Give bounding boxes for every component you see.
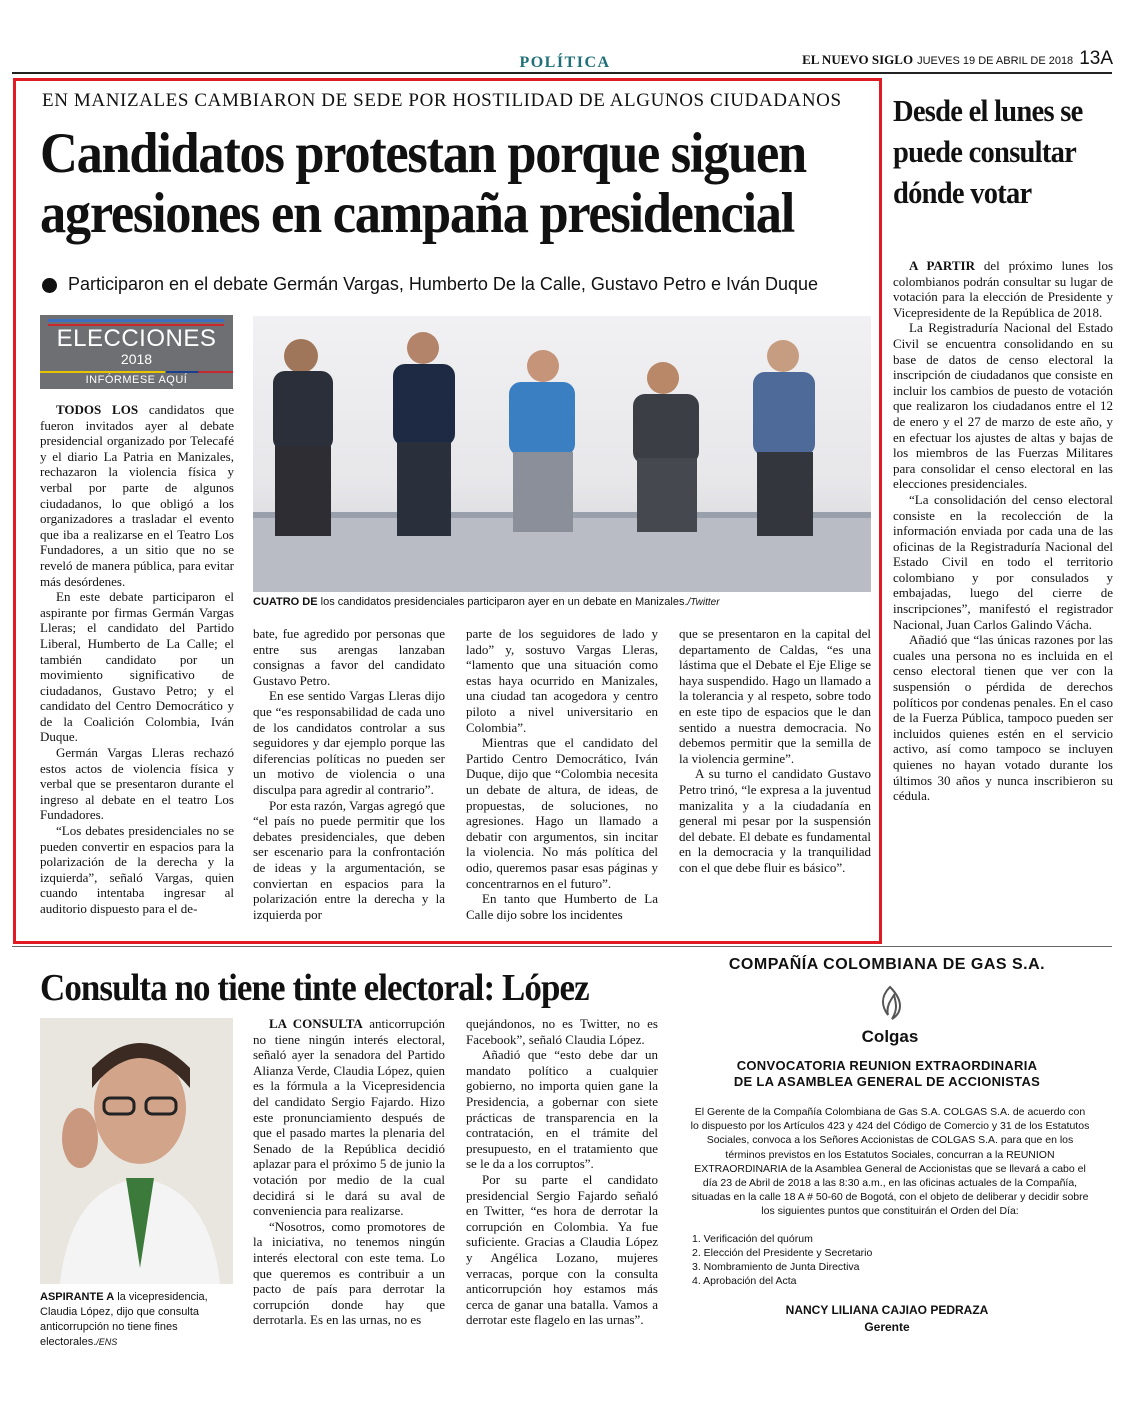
paragraph: “La consolidación del censo electoral consiste en la recolección de la información enviada por cada una de las oficinas de la Registraduría Nacional del Estado Civil en todo el territorio colombiano y por consulados y embajadas, luego del cierre de inscripciones”, manifestó el registrador Nacional, Juan Carlos Galindo Vácha. bbox=[893, 491, 1113, 632]
agenda-item: 1. Verificación del quórum bbox=[692, 1233, 813, 1245]
issue-date: JUEVES 19 DE ABRIL DE 2018 bbox=[917, 55, 1074, 67]
paragraph: Por su parte el candidato presidencial Sergio Fajardo señaló en Twitter, “es hora de derrotar la corrupción en Colombia. Ya fue suficiente. Gracias a Claudia López y Angélica Lozano, mujeres verracas, porque con la consulta anticorrupción hoy estamos más cerca de ganar una batalla. Vamos a derrotar este flagelo en las urnas”. bbox=[466, 1171, 658, 1328]
paragraph bbox=[253, 1016, 445, 1219]
ad-brand: Colgas bbox=[861, 1027, 919, 1046]
paragraph: Por esta razón, Vargas agregó que “el país no puede permitir que los debates presidenciales, que deben ser escenario para la confrontación de ideas y la argumentación, se conviertan en espacios para la polarización entre la derecha y la izquierda por bbox=[253, 797, 445, 922]
paragraph: Germán Vargas Lleras rechazó estos actos de violencia física y verbal que se presentaron durante el ingreso al debate en el teatro Los Fundadores. bbox=[40, 745, 234, 823]
caption-lead: ASPIRANTE A bbox=[40, 1291, 115, 1303]
lopez-column-1 bbox=[253, 1016, 445, 1328]
lopez-column-2 bbox=[466, 1016, 658, 1328]
lead-words: A PARTIR bbox=[909, 258, 975, 273]
paragraph: que se presentaron en la capital del departamento de Caldas, “es una lástima que el Debate el Eje Elige se haya suspendido. Hago un llamado a la tolerancia y al respeto, sobre todo en este tipo de espacios que le dan sentido a nuestra democracia. No debemos permitir que la semilla de la violencia germine”. bbox=[679, 626, 871, 766]
paragraph: “Los debates presidenciales no se pueden convertir en espacios para la polarización de la derecha y la izquierda”, señaló Vargas, quien cuando intentaba ingresar al auditorio dispuesto para el de- bbox=[40, 823, 234, 916]
paragraph: bate, fue agredido por personas que entre sus arengas lanzaban consignas a favor del candidato Gustavo Petro. bbox=[253, 626, 445, 688]
lead-words: LA CONSULTA bbox=[269, 1016, 363, 1031]
lopez-photo-illustration bbox=[40, 1018, 233, 1284]
caption-lead: CUATRO DE bbox=[253, 596, 318, 608]
photo-caption bbox=[253, 596, 720, 608]
paragraph bbox=[893, 258, 1113, 320]
paragraph: A su turno el candidato Gustavo Petro trinó, “le expresa a la juventud manizalita y a la ciudadanía en general mi pesar por la suspensión del debate. El debate es fundamental en la democracia y la tranquilidad con el que debe fluir es básico”. bbox=[679, 766, 871, 875]
lopez-headline: Consulta no tiene tinte electoral: López bbox=[40, 967, 589, 1009]
paragraph: En ese sentido Vargas Lleras dijo que “es responsabilidad de cada uno de los candidatos controlar a sus seguidores y dar ejemplo porque las diferencias políticas no pueden ser un motivo de violencia o una disculpa para agredir al contrario”. bbox=[253, 688, 445, 797]
lopez-photo-caption bbox=[40, 1290, 235, 1350]
agenda-item: 4. Aprobación del Acta bbox=[692, 1275, 797, 1287]
elections-logo[interactable] bbox=[40, 315, 233, 389]
article-kicker: EN MANIZALES CAMBIARON DE SEDE POR HOSTILIDAD DE ALGUNOS CIUDADANOS bbox=[42, 90, 842, 111]
paragraph: “Nosotros, como promotores de la iniciativa, no tenemos ningún interés electoral con este tema. Lo que queremos es contribuir a un pacto de país para derrotar la corrupción donde hay que derrotarla. Es en las urnas, no es bbox=[253, 1218, 445, 1328]
paragraph-text: del próximo lunes los colombianos podrán consultar su lugar de votación para la elección de Presidente y Vicepresidente de la República de 2018. bbox=[893, 258, 1114, 320]
ad-title: CONVOCATORIA REUNION EXTRAORDINARIA bbox=[736, 1058, 1038, 1073]
paragraph-text: candidatos que fueron invitados ayer al debate presidencial organizado por Telecafé y el diario La Patria en Manizales, rechazaron la violencia física y verbal por parte de algunos ciudadanos, lo que obligó a los organizadores a trasladar el evento que iba a realizarse en el Teatro Los Fundadores, a un sitio que no se reveló de manera pública, para evitar más desórdenes. bbox=[40, 402, 234, 589]
side-headline: Desde el lunes se puede consultar dónde votar bbox=[893, 93, 1083, 210]
paragraph: Mientras que el candidato del Partido Centro Democrático, Iván Duque, dijo que “Colombia necesita un debate de altura, de ideas, de propuestas, de soluciones, no agresiones. Hago un llamado a debatir con argumentos, sin incitar la violencia. No más política del odio, queremos pasar esas páginas y concentrarnos en el futuro”. bbox=[466, 735, 658, 891]
paragraph: Añadió que “las únicas razones por las cuales una persona no es incluida en el censo electoral tienen que ver con la suspensión o pérdida de derechos políticos por condenas penales. En el caso de la Fuerza Pública, tampoco pueden ser incluidos quienes estén en el servicio activo, así como tampoco se incluyen quienes no hayan votado durante los últimos 30 años y nunca inscribieron su cédula. bbox=[893, 632, 1113, 804]
ad-subtitle: DE LA ASAMBLEA GENERAL DE ACCIONISTAS bbox=[733, 1074, 1041, 1089]
page-number: 13A bbox=[1079, 48, 1113, 69]
article-column-2 bbox=[253, 626, 445, 922]
paragraph: quejándonos, no es Twitter, no es Facebook”, señaló Claudia López. bbox=[466, 1016, 658, 1047]
side-article-body bbox=[893, 258, 1113, 804]
article-lead: Participaron en el debate Germán Vargas, Humberto De la Calle, Gustavo Petro e Iván Duque bbox=[68, 274, 819, 294]
agenda-item: 3. Nombramiento de Junta Directiva bbox=[692, 1261, 860, 1273]
logo-stripe bbox=[48, 319, 224, 322]
article-column-3 bbox=[466, 626, 658, 922]
caption-credit: /ENS bbox=[96, 1337, 118, 1347]
ad-body: El Gerente de la Compañía Colombiana de Gas S.A. COLGAS S.A. de acuerdo con lo dispuesto por los Artículos 423 y 424 del Código de Comercio y 31 de los Estatutos Sociales, convoca a los Señores Accionistas de COLGAS S.A. para que en los términos previstos en los Estatutos Sociales, concurran a la REUNION EXTRAORDINARIA de la Asamblea General de Accionistas que se llevará a cabo el día 23 de Abril de 2018 a las 8:30 a.m., en las oficinas actuales de la Compañía, situadas en la calle 18 A # 50-60 de Bogotá, con el objeto de deliberar y decidir sobre los siguientes puntos que constituirán el Orden del Día: bbox=[690, 1106, 1090, 1218]
agenda-item: 2. Elección del Presidente y Secretario bbox=[692, 1247, 873, 1259]
article-column-1 bbox=[40, 402, 234, 917]
article-headline: Candidatos protestan porque siguen agresiones en campaña presidencial bbox=[40, 122, 806, 245]
ad-company-name: COMPAÑÍA COLOMBIANA DE GAS S.A. bbox=[728, 956, 1046, 973]
paragraph: En este debate participaron el aspirante por firmas Germán Vargas Lleras; el candidato del Partido Liberal, Humberto de La Calle; el también candidato por un movimiento significativo de ciudadanos, Gustavo Petro; y el candidato del Centro Democrático y de la Coalición Colombia, Iván Duque. bbox=[40, 589, 234, 745]
agenda-list bbox=[692, 1232, 872, 1288]
paragraph: parte de los seguidores de lado y lado” y, sostuvo Vargas Lleras, “lamento que una situación como estas haya ocurrido en Manizales, una ciudad tan acogedora y centro piloto a nivel universitario en Colombia”. bbox=[466, 626, 658, 735]
section-label: POLÍTICA bbox=[519, 54, 611, 71]
debate-photo bbox=[253, 316, 871, 592]
logo-title: ELECCIONES bbox=[56, 325, 217, 352]
caption-text: los candidatos presidenciales participaron ayer en un debate en Manizales. bbox=[317, 596, 688, 608]
debate-photo-illustration bbox=[253, 316, 871, 592]
logo-tagline: INFÓRMESE AQUÍ bbox=[85, 374, 188, 386]
lead-words: TODOS LOS bbox=[56, 402, 139, 417]
paragraph: Añadió que “esto debe dar un mandato político a cualquier gobierno, no importa quien gane la Presidencia, a gobernar con siete prácticas de transparencia en la contratación, en el trámite del presupuesto, en el tratamiento que se le da a los corruptos”. bbox=[466, 1047, 658, 1172]
paper-name: EL NUEVO SIGLO bbox=[802, 52, 914, 67]
lopez-photo bbox=[40, 1018, 233, 1284]
bullet-icon bbox=[42, 278, 57, 293]
paragraph-text: anticorrupción no tiene ningún interés electoral, señaló ayer la senadora del Partido Alianza Verde, Claudia López, quien es la fórmula a la Vicepresidencia del candidato Sergio Fajardo. Hizo este pronunciamiento después de que el pasado martes la plenaria del Senado de la República decidió aplazar para el próximo 5 de junio la votación por medio de la cual decidirá si le dará su aval de conveniencia para realizarse. bbox=[253, 1016, 445, 1219]
top-rule bbox=[12, 72, 1112, 74]
paragraph bbox=[40, 402, 234, 589]
caption-text: la vicepresidencia, Claudia López, dijo que consulta anticorrupción no tiene fines electorales. bbox=[40, 1291, 208, 1348]
flame-icon bbox=[850, 985, 930, 1025]
paragraph: La Registraduría Nacional del Estado Civil se encuentra consolidando en su base de datos de censo electoral la inscripción de ciudadanos que consiste en incluir los cambios de puesto de votación que realizaron los ciudadanos entre el 12 de enero y el 27 de marzo de este año, y en efectuar los ajustes de altas y bajas de los miembros de las Fuerzas Militares para consolidar el censo electoral en las elecciones presidenciales. bbox=[893, 320, 1113, 492]
caption-credit: /Twitter bbox=[687, 597, 720, 608]
article-column-4 bbox=[679, 626, 871, 876]
logo-flag-bar bbox=[40, 371, 233, 373]
masthead bbox=[802, 48, 1113, 70]
ad-signer-role: Gerente bbox=[864, 1320, 910, 1334]
ad-signer: NANCY LILIANA CAJIAO PEDRAZA bbox=[785, 1303, 989, 1317]
logo-year: 2018 bbox=[120, 351, 153, 367]
paragraph: En tanto que Humberto de La Calle dijo sobre los incidentes bbox=[466, 891, 658, 922]
